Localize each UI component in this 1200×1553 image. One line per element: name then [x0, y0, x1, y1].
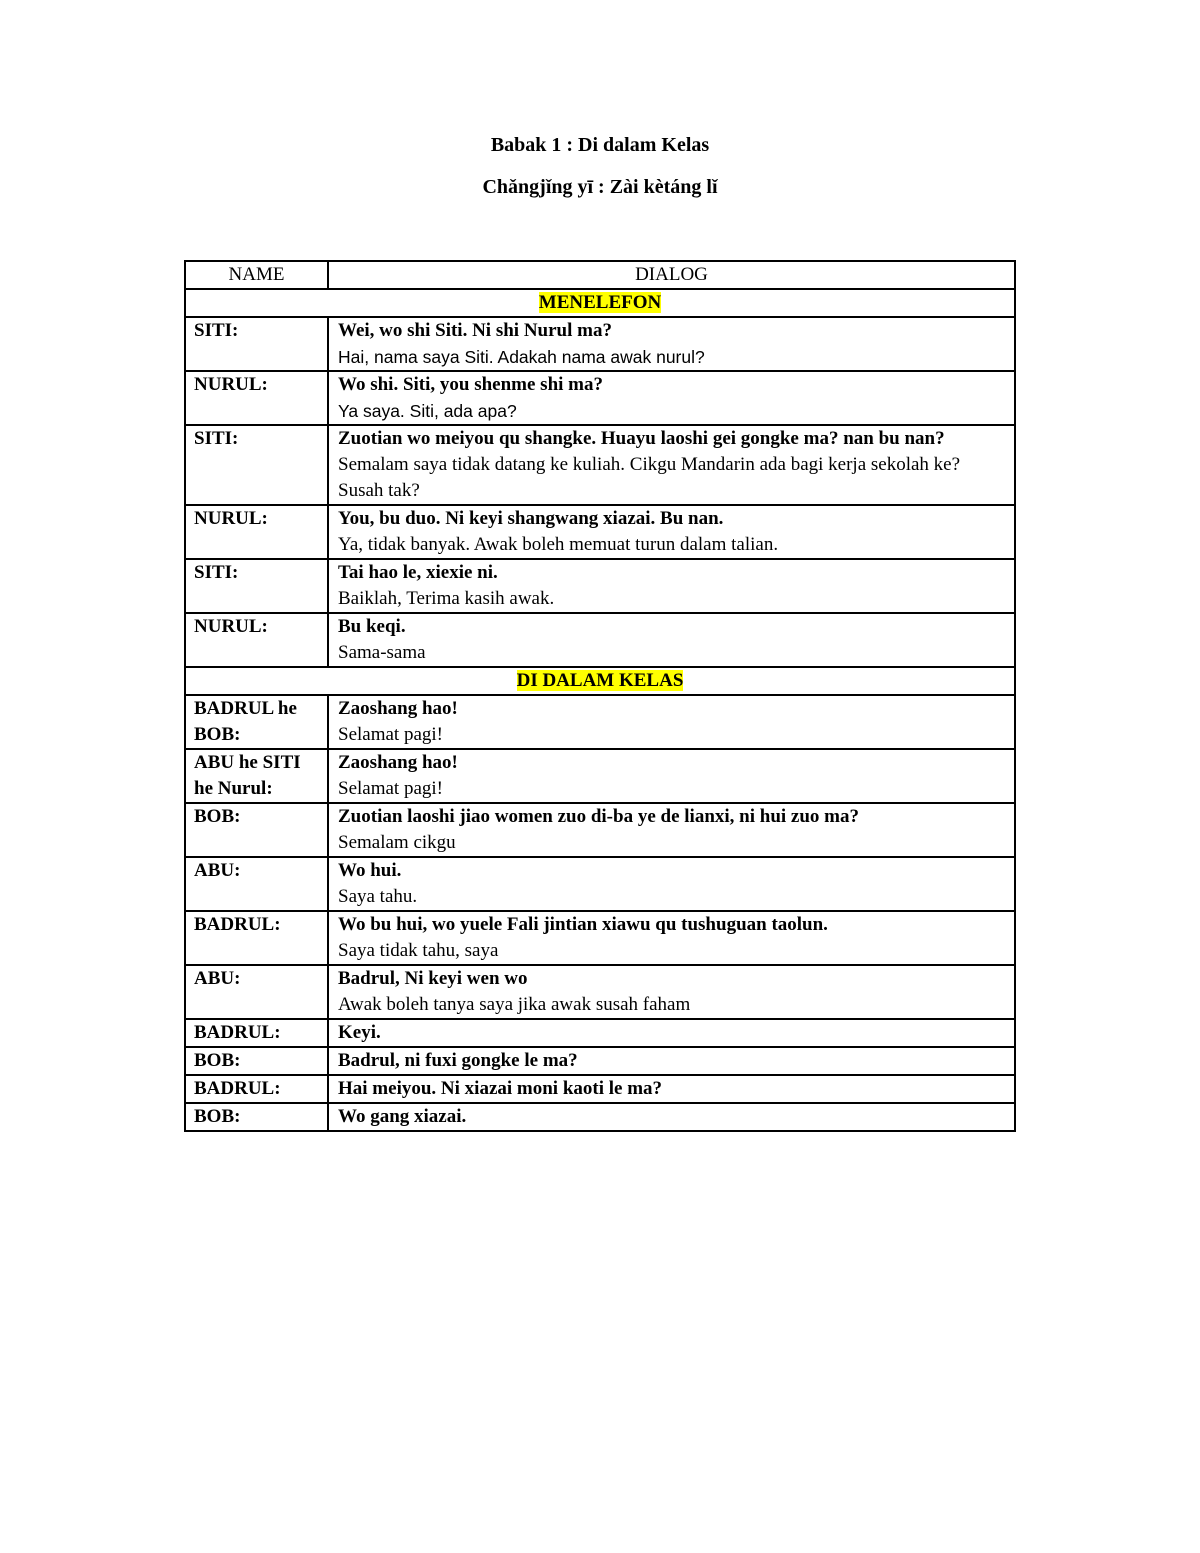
mandarin-line: Zaoshang hao! [338, 698, 458, 719]
malay-translation: Baiklah, Terima kasih awak. [338, 588, 555, 609]
dialog-row [185, 857, 1015, 911]
dialog-row [185, 613, 1015, 667]
section-row [185, 667, 1015, 695]
dialog-row [185, 1075, 1015, 1103]
dialog-cell [328, 317, 1015, 371]
malay-translation: Selamat pagi! [338, 724, 443, 745]
dialog-row [185, 803, 1015, 857]
speaker-name: BADRUL: [185, 1075, 328, 1103]
dialog-cell [328, 803, 1015, 857]
speaker-name: SITI: [185, 425, 328, 505]
speaker-name: NURUL: [185, 613, 328, 667]
dialog-row [185, 1103, 1015, 1131]
dialog-row [185, 695, 1015, 749]
mandarin-line: Hai meiyou. Ni xiazai moni kaoti le ma? [338, 1078, 663, 1099]
mandarin-line: Wei, wo shi Siti. Ni shi Nurul ma? [338, 320, 612, 341]
mandarin-line: Zuotian laoshi jiao women zuo di-ba ye de lianxi, ni hui zuo ma? [338, 806, 859, 827]
speaker-name: SITI: [185, 317, 328, 371]
malay-translation: Ya, tidak banyak. Awak boleh memuat turun dalam talian. [338, 534, 779, 555]
dialog-row [185, 965, 1015, 1019]
page-title: Babak 1 : Di dalam Kelas [490, 134, 710, 156]
malay-translation: Saya tidak tahu, saya [338, 940, 499, 961]
mandarin-line: Zaoshang hao! [338, 752, 458, 773]
malay-translation: Semalam cikgu [338, 832, 456, 853]
speaker-name: ABU: [185, 965, 328, 1019]
dialog-cell [328, 613, 1015, 667]
speaker-name: ABU he SITI he Nurul: [185, 749, 328, 803]
mandarin-line: Zuotian wo meiyou qu shangke. Huayu laoshi gei gongke ma? nan bu nan? [338, 428, 945, 449]
speaker-name: NURUL: [185, 505, 328, 559]
mandarin-line: Wo bu hui, wo yuele Fali jintian xiawu qu tushuguan taolun. [338, 914, 828, 935]
malay-translation: Selamat pagi! [338, 778, 443, 799]
speaker-name: BADRUL he BOB: [185, 695, 328, 749]
dialog-cell [328, 965, 1015, 1019]
speaker-name: BADRUL: [185, 1019, 328, 1047]
dialog-cell [328, 1047, 1015, 1075]
dialog-cell [328, 1103, 1015, 1131]
page-subtitle: Chǎngjǐng yī : Zài kètáng lǐ [482, 176, 718, 198]
speaker-name: BOB: [185, 1047, 328, 1075]
mandarin-line: Tai hao le, xiexie ni. [338, 562, 498, 583]
speaker-name: BOB: [185, 1103, 328, 1131]
dialog-row [185, 559, 1015, 613]
malay-translation: Sama-sama [338, 642, 426, 663]
malay-translation: Semalam saya tidak datang ke kuliah. Cikgu Mandarin ada bagi kerja sekolah ke? Susah tak? [338, 454, 961, 501]
malay-translation: Hai, nama saya Siti. Adakah nama awak nurul? [338, 347, 705, 367]
dialog-column-header: DIALOG [328, 261, 1015, 289]
dialog-row [185, 425, 1015, 505]
header-row [185, 261, 1015, 289]
mandarin-line: Wo gang xiazai. [338, 1106, 467, 1127]
dialog-row [185, 505, 1015, 559]
mandarin-line: Keyi. [338, 1022, 381, 1043]
mandarin-line: Wo shi. Siti, you shenme shi ma? [338, 374, 603, 395]
dialog-cell [328, 1019, 1015, 1047]
dialog-cell [328, 911, 1015, 965]
dialog-row [185, 317, 1015, 371]
dialog-row [185, 371, 1015, 425]
dialog-cell [328, 857, 1015, 911]
speaker-name: ABU: [185, 857, 328, 911]
speaker-name: BOB: [185, 803, 328, 857]
malay-translation: Awak boleh tanya saya jika awak susah faham [338, 994, 691, 1015]
dialog-row [185, 1047, 1015, 1075]
dialog-cell [328, 695, 1015, 749]
section-row [185, 289, 1015, 317]
dialog-cell [328, 505, 1015, 559]
mandarin-line: Badrul, Ni keyi wen wo [338, 968, 528, 989]
dialog-row [185, 749, 1015, 803]
mandarin-line: Bu keqi. [338, 616, 406, 637]
section-cell [185, 289, 1015, 317]
dialog-row [185, 911, 1015, 965]
dialog-cell [328, 749, 1015, 803]
dialog-cell [328, 559, 1015, 613]
name-column-header: NAME [185, 261, 328, 289]
section-label: MENELEFON [538, 292, 662, 313]
speaker-name: BADRUL: [185, 911, 328, 965]
dialog-cell [328, 1075, 1015, 1103]
speaker-name: SITI: [185, 559, 328, 613]
malay-translation: Ya saya. Siti, ada apa? [338, 401, 517, 421]
mandarin-line: Badrul, ni fuxi gongke le ma? [338, 1050, 578, 1071]
section-label: DI DALAM KELAS [516, 670, 684, 691]
speaker-name: NURUL: [185, 371, 328, 425]
dialog-table [184, 260, 1016, 1132]
section-cell [185, 667, 1015, 695]
dialog-row [185, 1019, 1015, 1047]
mandarin-line: You, bu duo. Ni keyi shangwang xiazai. Bu nan. [338, 508, 724, 529]
dialog-cell [328, 425, 1015, 505]
mandarin-line: Wo hui. [338, 860, 402, 881]
malay-translation: Saya tahu. [338, 886, 418, 907]
dialog-cell [328, 371, 1015, 425]
